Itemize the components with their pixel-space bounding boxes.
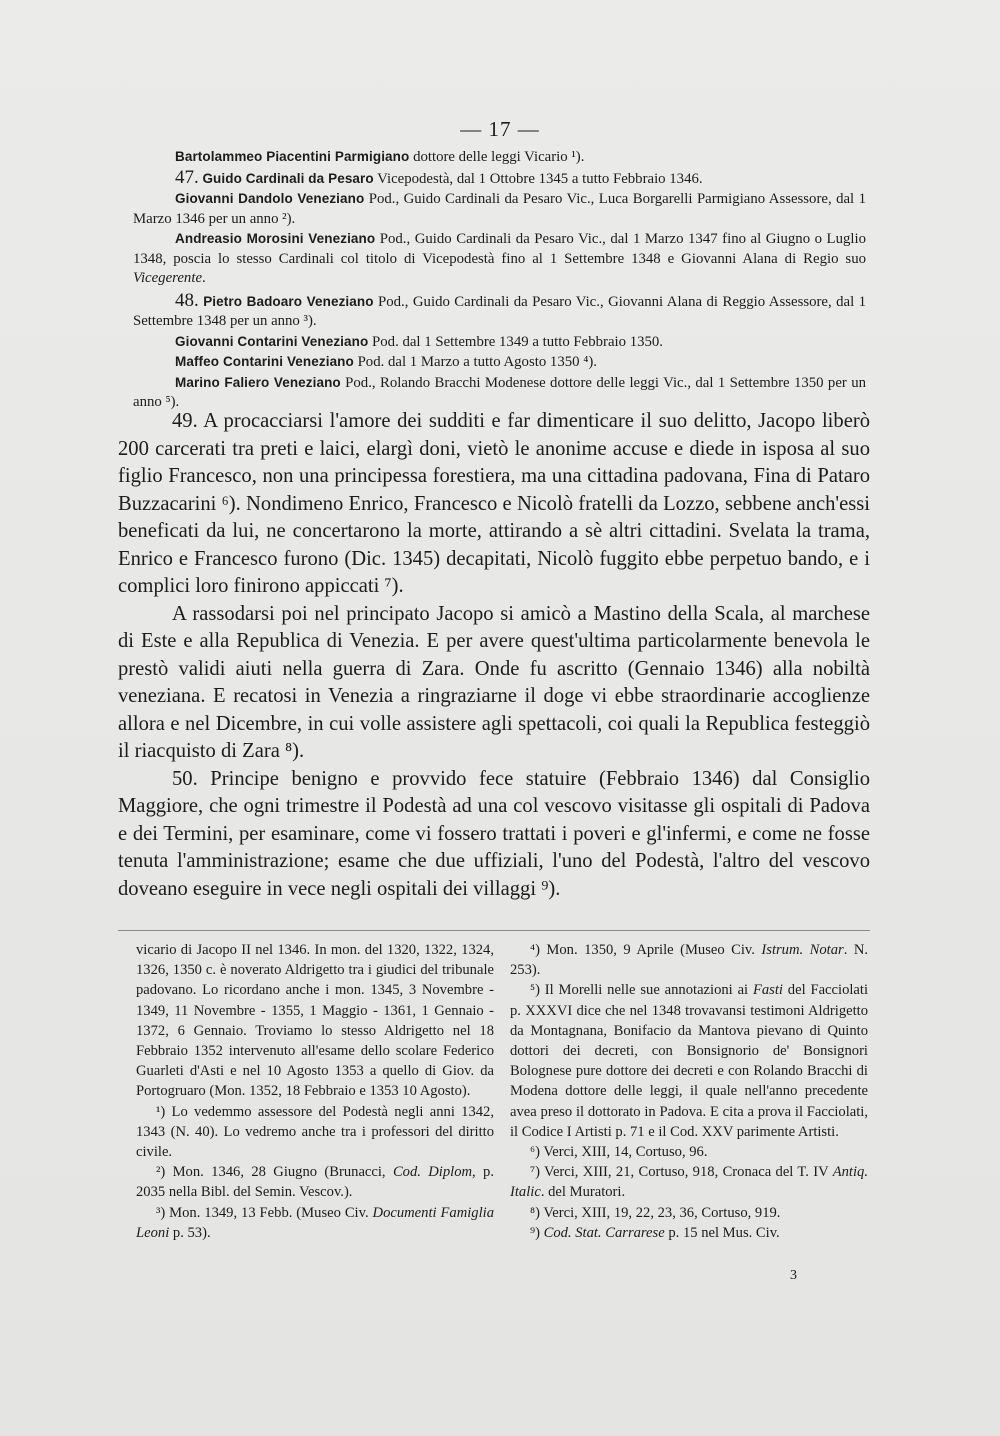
section-number: 47. <box>175 166 199 188</box>
podesta-entry: Maffeo Contarini Veneziano Pod. dal 1 Marzo a tutto Agosto 1350 ⁴). <box>175 354 597 370</box>
footnote: ⁷) Verci, XIII, 21, Cortuso, 918, Cronaca del T. IV Antiq. Italic. del Muratori. <box>510 1164 868 1201</box>
footnote: ²) Mon. 1346, 28 Giugno (Brunacci, Cod. Diplom, p. 2035 nella Bibl. del Semin. Vescov.). <box>136 1164 494 1201</box>
podesta-entry: 48. Pietro Badoaro Veneziano Pod., Guido Cardinali da Pesaro Vic., Giovanni Alana di Reggio Assessore, dal 1 Settembre 1348 per un anno ³). <box>133 289 867 329</box>
entry-name: Giovanni Contarini Veneziano <box>175 333 369 349</box>
body-paragraph: 49. A procacciarsi l'amore dei sudditi e far dimenticare il suo delitto, Jacopo liberò 200 carcerati tra preti e laici, elargì doni, vietò le anonime accuse e diede in isposa al suo figlio Francesco, non una principessa forestiera, ma una cittadina padovana, Fina di Pataro Buzzacarini ⁶). Nondimeno Enrico, Francesco e Nicolò fratelli da Lozzo, sebbene anch'essi beneficati da lui, ne concertarono la morte, attirando a sè altri cittadini. Svelata la trama, Enrico e Francesco furono (Dic. 1345) decapitati, Nicolò fuggito ebbe perpetuo bando, e i complici loro finirono appiccati ⁷). <box>118 410 870 597</box>
podesta-entry: Andreasio Morosini Veneziano Pod., Guido Cardinali da Pesaro Vic., dal 1 Marzo 1347 fino al Giugno o Luglio 1348, poscia lo stesso Cardinali col titolo di Vicepodestà fino al 1 Settembre 1348 e Giovanni Alana di Regio suo Vicegerente. <box>133 231 866 286</box>
entry-name: Giovanni Dandolo Veneziano <box>175 191 365 206</box>
footnote: ⁶) Verci, XIII, 14, Cortuso, 96. <box>530 1144 708 1161</box>
entry-name: Maffeo Contarini Veneziano <box>175 354 354 369</box>
footnote: ¹) Lo vedemmo assessore del Podestà negli anni 1342, 1343 (N. 40). Lo vedremo anche tra i professori del diritto civile. <box>136 1103 494 1161</box>
footnote: ³) Mon. 1349, 13 Febb. (Museo Civ. Documenti Famiglia Leoni p. 53). <box>136 1204 494 1241</box>
entry-name: Guido Cardinali da Pesaro <box>202 170 374 186</box>
footnote: ⁹) Cod. Stat. Carrarese p. 15 nel Mus. Civ. <box>530 1224 780 1241</box>
podesta-list <box>133 147 866 413</box>
body-paragraph: 50. Principe benigno e provvido fece statuire (Febbraio 1346) dal Consiglio Maggiore, che ogni trimestre il Podestà ad una col vescovo visitasse gli ospitali di Padova e dei Termini, per esaminare, come vi fossero trattati i poveri e gl'infermi, e come ne fosse tenuta l'amministrazione; esame che due uffiziali, l'uno del Podestà, l'altro del vescovo doveano eseguire in vece negli ospitali dei villaggi ⁹). <box>118 767 870 900</box>
podesta-entry: Giovanni Contarini Veneziano Pod. dal 1 Settembre 1349 a tutto Febbraio 1350. <box>175 333 664 350</box>
entry-name: Bartolammeo Piacentini Parmigiano <box>175 149 410 164</box>
main-text <box>118 408 870 903</box>
podesta-entry: Bartolammeo Piacentini Parmigiano dottore delle leggi Vicario ¹). <box>175 149 585 165</box>
footnote: vicario di Jacopo II nel 1346. In mon. del 1320, 1322, 1324, 1326, 1350 c. è noverato Aldrigetto tra i giudici del tribunale padovano. Lo ricordano anche i mon. 1345, 3 Novembre - 1349, 11 Novembre - 1355, 1 Maggio - 1361, 1 Gennaio - 1372, 6 Gennaio. Troviamo lo stesso Aldrigetto nel 18 Febbraio 1352 intervenuto all'esame dello scolare Federico Guarleti d'Asti e nel 10 Agosto 1353 a quello di Giov. da Portogruaro (Mon. 1352, 18 Febbraio e 1353 10 Agosto). <box>136 942 494 1100</box>
footnote: ⁴) Mon. 1350, 9 Aprile (Museo Civ. Istrum. Notar. N. 253). <box>510 942 869 979</box>
entry-name: Pietro Badoaro Veneziano <box>203 293 374 309</box>
footnotes-right-column <box>510 940 868 1243</box>
podesta-entry: Giovanni Dandolo Veneziano Pod., Guido Cardinali da Pesaro Vic., Luca Borgarelli Parmigiano Assessore, dal 1 Marzo 1346 per un anno ²). <box>133 191 866 227</box>
podesta-entry: 47. Guido Cardinali da Pesaro Vicepodestà, dal 1 Ottobre 1345 a tutto Febbraio 1346. <box>175 166 703 188</box>
footnote: ⁸) Verci, XIII, 19, 22, 23, 36, Cortuso, 919. <box>530 1204 781 1221</box>
entry-name: Marino Faliero Veneziano <box>175 374 341 390</box>
podesta-entry: Marino Faliero Veneziano Pod., Rolando Bracchi Modenese dottore delle leggi Vic., dal 1 Settembre 1350 per un anno ⁵). <box>133 374 866 410</box>
section-number: 48. <box>175 289 199 311</box>
footnote: ⁵) Il Morelli nelle sue annotazioni ai Fasti del Facciolati p. XXXVI dice che nel 1348 trovavansi testimoni Aldrigetto da Montagnana, Bonifacio da Mantova pievano di Quinto dottori dei decreti, con Bonsignorio de' Bonsignori Bolognese pure dottore dei decreti e con Rolando Bracchi di Modena dottore delle leggi, il quale nell'anno precedente avea preso il dottorato in Padova. E cita a prova il Facciolati, il Codice I Artisti p. 71 e il Cod. XXV parimente Artisti. <box>510 982 869 1140</box>
footnote-divider <box>118 930 870 931</box>
body-paragraph: A rassodarsi poi nel principato Jacopo si amicò a Mastino della Scala, al marchese di Este e alla Republica di Venezia. E per avere quest'ultima particolarmente benevola le prestò validi aiuti nella guerra di Zara. Onde fu ascritto (Gennaio 1346) alla nobiltà veneziana. E recatosi in Venezia a ringraziarne il doge vi ebbe straordinarie accoglienze allora e nel Dicembre, in cui volle assistere agli spettacoli, coi quali la Republica festeggiò il riacquisto di Zara ⁸). <box>118 602 870 762</box>
page-number: — 17 — <box>460 117 540 141</box>
signature-mark: 3 <box>790 1268 797 1283</box>
entry-name: Andreasio Morosini Veneziano <box>175 231 376 246</box>
footnotes-left-column <box>136 940 494 1243</box>
